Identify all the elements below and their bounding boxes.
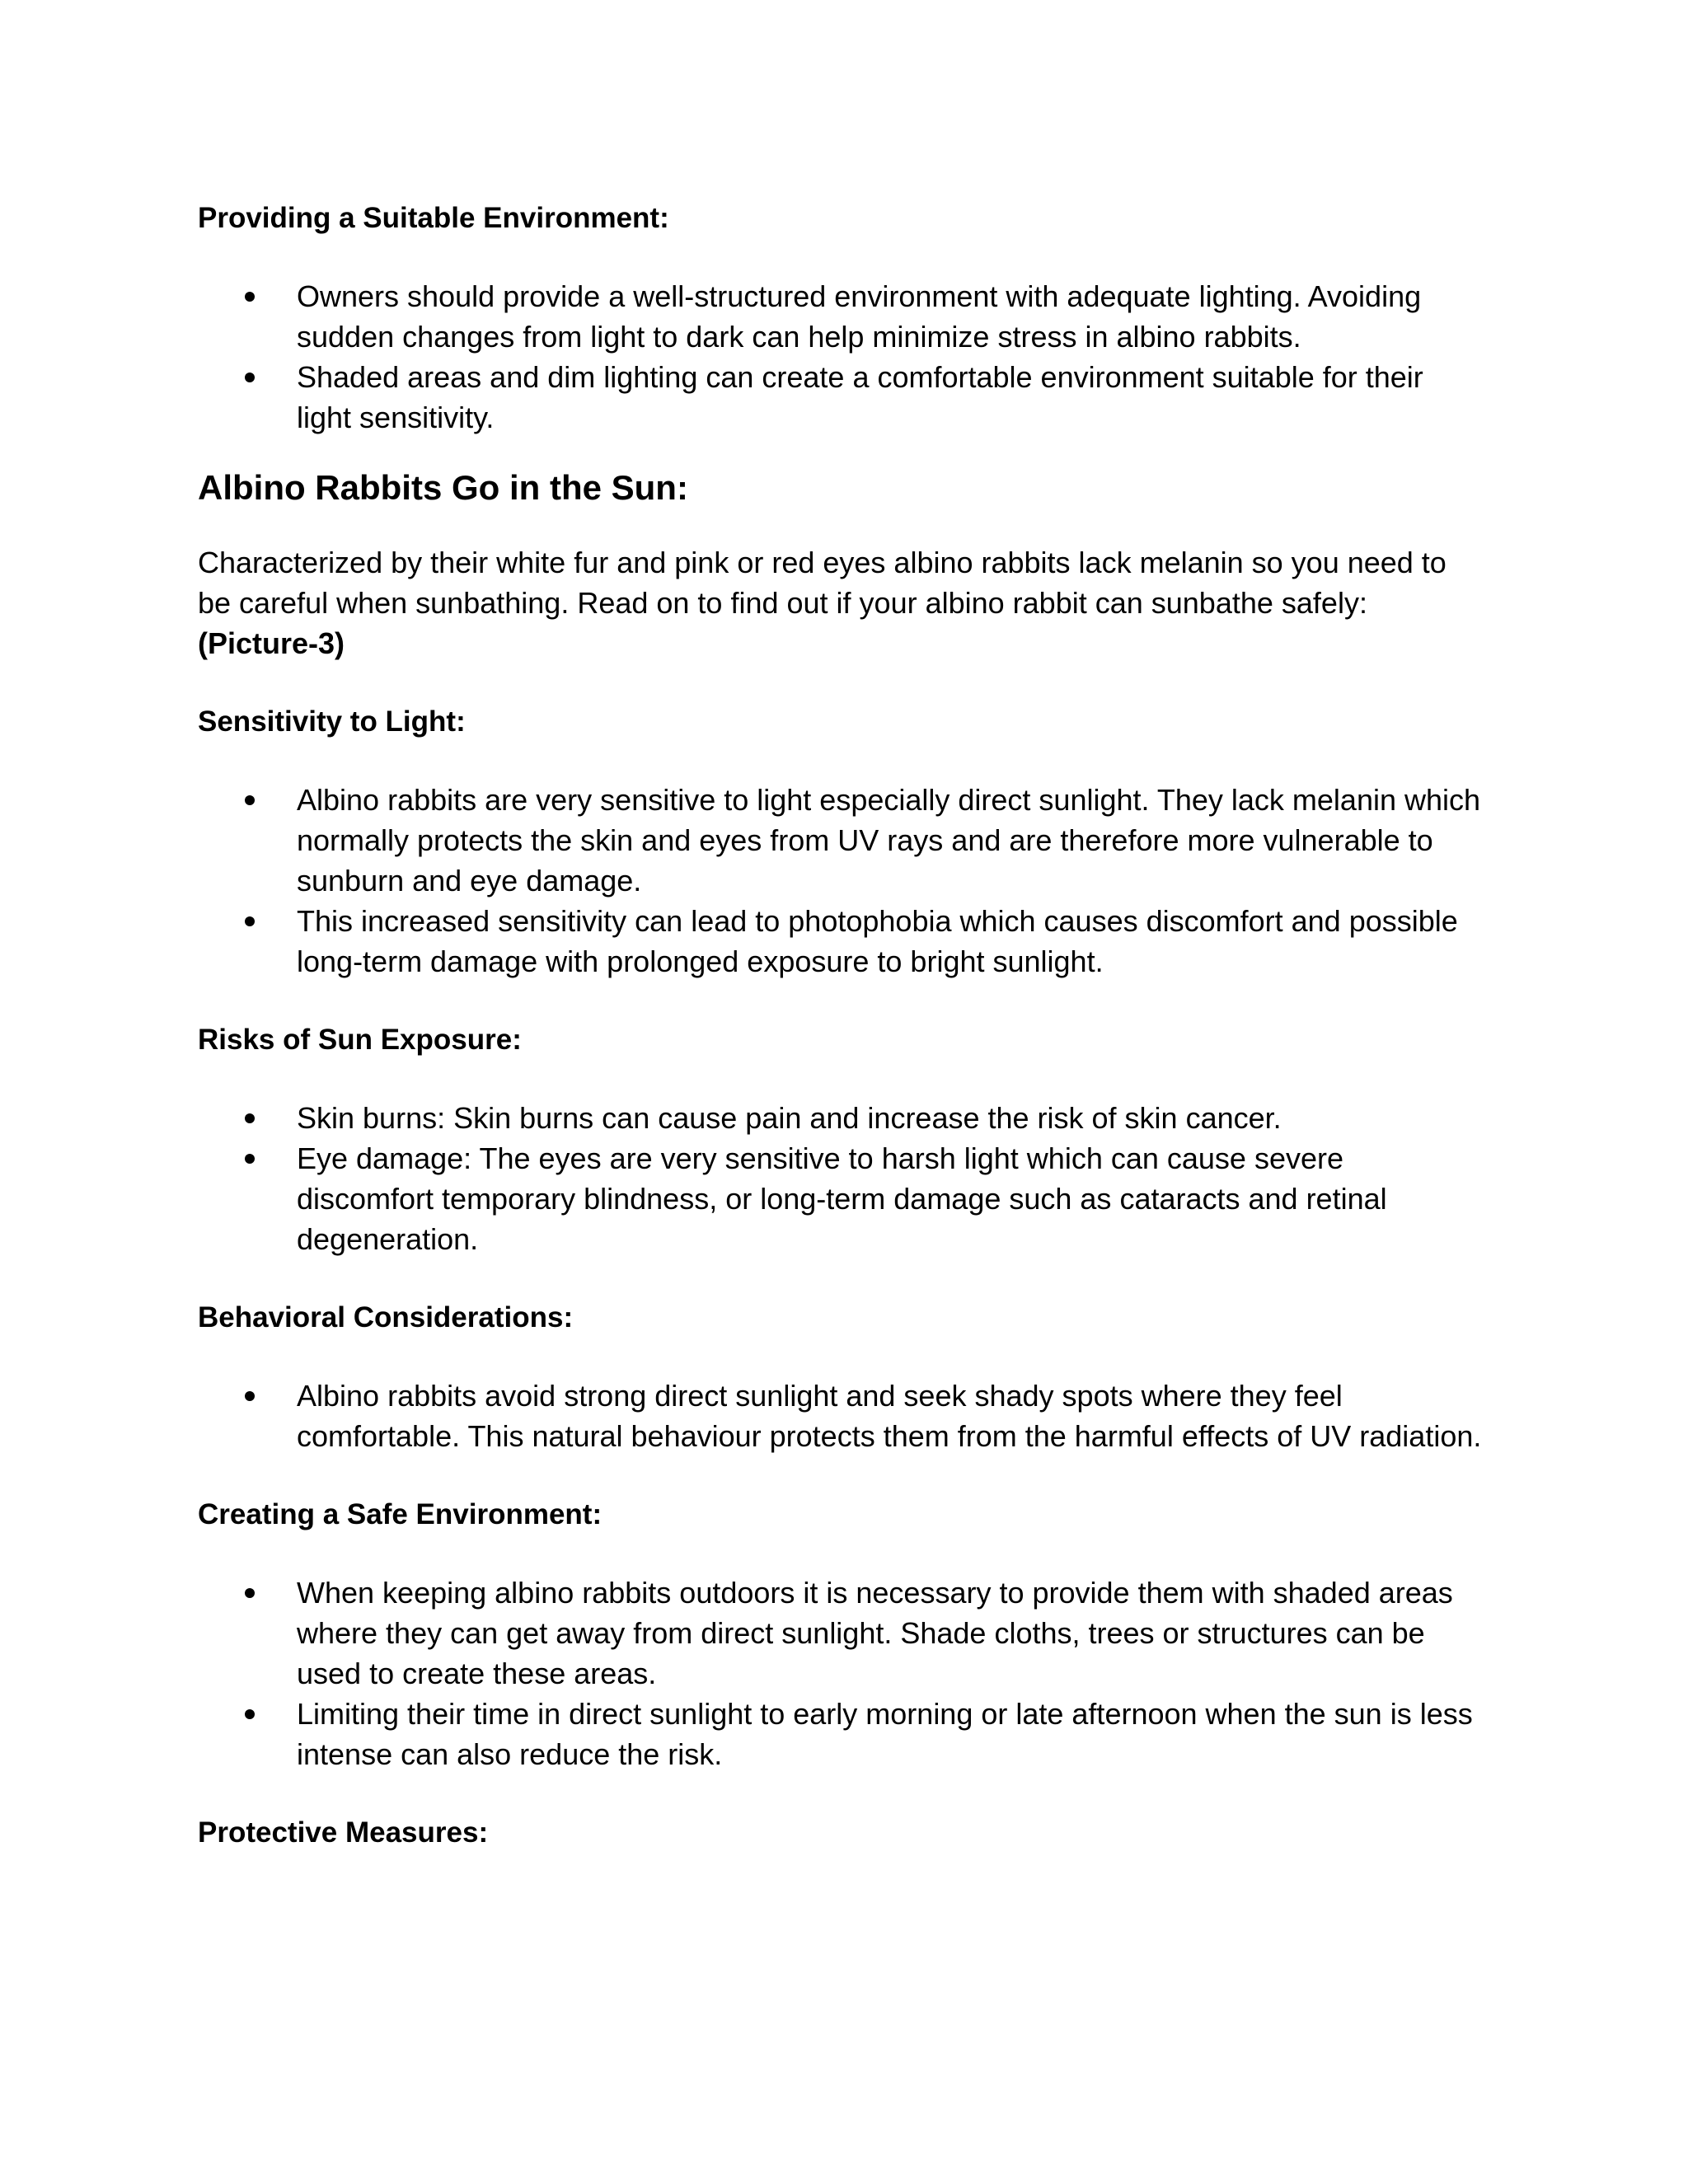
intro-paragraph [198, 542, 1484, 663]
document-page [198, 198, 1484, 1853]
list-item: Albino rabbits are very sensitive to light especially direct sunlight. They lack melanin which normally protects the skin and eyes from UV rays and are therefore more vulnerable to sunburn and eye damage. [198, 780, 1484, 901]
heading-creating-safe-environment: Creating a Safe Environment: [198, 1498, 603, 1530]
list-item: Limiting their time in direct sunlight to early morning or late afternoon when the sun is less intense can also reduce the risk. [198, 1694, 1484, 1774]
bullet-icon [245, 916, 255, 926]
heading-protective-measures: Protective Measures: [198, 1816, 489, 1849]
safe-environment-list [198, 1572, 1484, 1774]
bullet-icon [245, 292, 255, 302]
heading-suitable-environment: Providing a Suitable Environment: [198, 202, 669, 234]
intro-text: Characterized by their white fur and pink or red eyes albino rabbits lack melanin so you need to be careful when sunbathing. Read on to find out if your albino rabbit can sunbathe safely: [198, 546, 1447, 620]
list-item: Skin burns: Skin burns can cause pain and increase the risk of skin cancer. [198, 1098, 1484, 1138]
behavioral-list [198, 1376, 1484, 1456]
list-item: Eye damage: The eyes are very sensitive to harsh light which can cause severe discomfort temporary blindness, or long-term damage such as cataracts and retinal degeneration. [198, 1138, 1484, 1259]
picture-reference: (Picture-3) [198, 626, 345, 660]
risks-list [198, 1098, 1484, 1259]
list-item: Owners should provide a well-structured environment with adequate lighting. Avoiding sudden changes from light to dark can help minimize stress in albino rabbits. [198, 276, 1484, 357]
list-item: When keeping albino rabbits outdoors it is necessary to provide them with shaded areas where they can get away from direct sunlight. Shade cloths, trees or structures can be used to create these areas. [198, 1572, 1484, 1694]
list-item: Shaded areas and dim lighting can create a comfortable environment suitable for their light sensitivity. [198, 357, 1484, 438]
list-item: Albino rabbits avoid strong direct sunlight and seek shady spots where they feel comfortable. This natural behaviour protects them from the harmful effects of UV radiation. [198, 1376, 1484, 1456]
bullet-icon [245, 1113, 255, 1123]
bullet-icon [245, 373, 255, 382]
section-title-sun: Albino Rabbits Go in the Sun: [198, 468, 688, 507]
list-item: This increased sensitivity can lead to photophobia which causes discomfort and possible long-term damage with prolonged exposure to bright sunlight. [198, 901, 1484, 982]
bullet-icon [245, 1588, 255, 1598]
sensitivity-list [198, 780, 1484, 982]
bullet-icon [245, 795, 255, 805]
bullet-icon [245, 1709, 255, 1719]
bullet-icon [245, 1154, 255, 1164]
heading-risks-sun-exposure: Risks of Sun Exposure: [198, 1024, 522, 1056]
bullet-icon [245, 1391, 255, 1401]
heading-sensitivity-to-light: Sensitivity to Light: [198, 705, 466, 738]
suitable-environment-list [198, 276, 1484, 438]
heading-behavioral-considerations: Behavioral Considerations: [198, 1301, 574, 1333]
